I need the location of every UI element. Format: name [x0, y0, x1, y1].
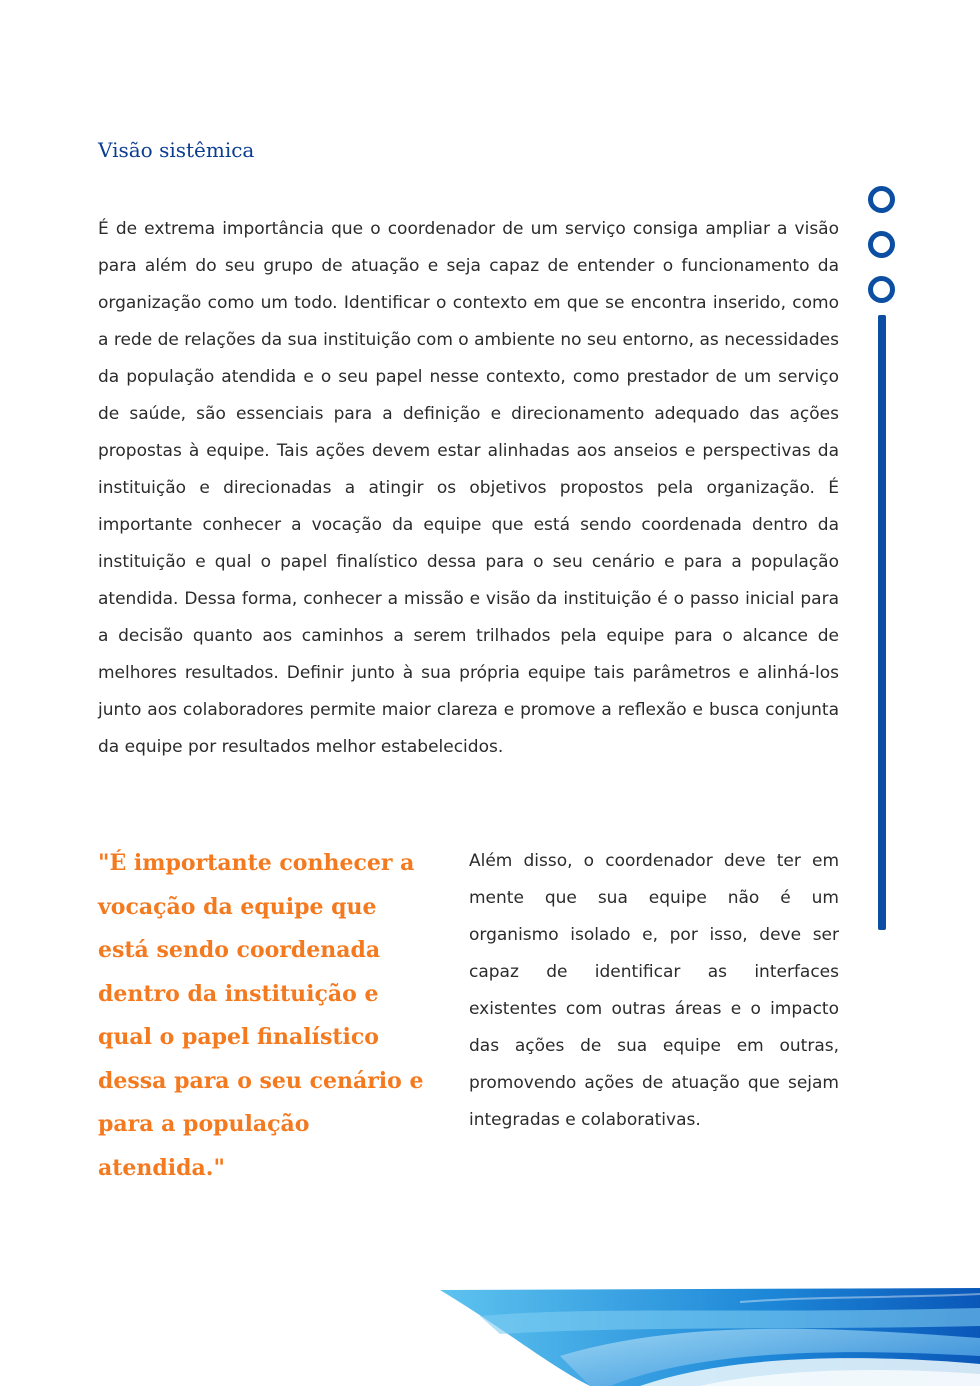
ring-icon — [868, 276, 895, 303]
side-paragraph: Além disso, o coordenador deve ter em mente que sua equipe não é um organismo isolado e, por isso, deve ser capaz de identificar as interfaces existentes com outras áreas e o impacto das ações de sua equipe em outras, promovendo ações de atuação que sejam integradas e colaborativas. — [469, 851, 839, 1130]
ring-icon — [868, 231, 895, 258]
ring-icon — [868, 186, 895, 213]
watercolor-wave-decoration — [440, 1286, 980, 1386]
pull-quote: "É importante conhecer a vocação da equipe que está sendo coordenada dentro da instituição e qual o papel finalístico dessa para o seu cenário e para a população atendida." — [98, 850, 424, 1181]
body-paragraph: É de extrema importância que o coordenador de um serviço consiga ampliar a visão para além do seu grupo de atuação e seja capaz de entender o funcionamento da organização como um todo. Identificar o contexto em que se encontra inserido, como a rede de relações da sua instituição com o ambiente no seu entorno, as necessidades da população atendida e o seu papel nesse contexto, como prestador de um serviço de saúde, são essenciais para a definição e direcionamento adequado das ações propostas à equipe. Tais ações devem estar alinhadas aos anseios e perspectivas da instituição e direcionadas a atingir os objetivos propostos pela organização. É importante conhecer a vocação da equipe que está sendo coordenada dentro da instituição e qual o papel finalístico dessa para o seu cenário e para a população atendida. Dessa forma, conhecer a missão e visão da instituição é o passo inicial para a decisão quanto aos caminhos a serem trilhados pela equipe para o alcance de melhores resultados. Definir junto à sua própria equipe tais parâmetros e alinhá-los junto aos colaboradores permite maior clareza e promove a reflexão e busca conjunta da equipe por resultados melhor estabelecidos. — [98, 219, 839, 757]
section-title: Visão sistêmica — [98, 138, 255, 162]
vertical-rule — [878, 315, 886, 930]
